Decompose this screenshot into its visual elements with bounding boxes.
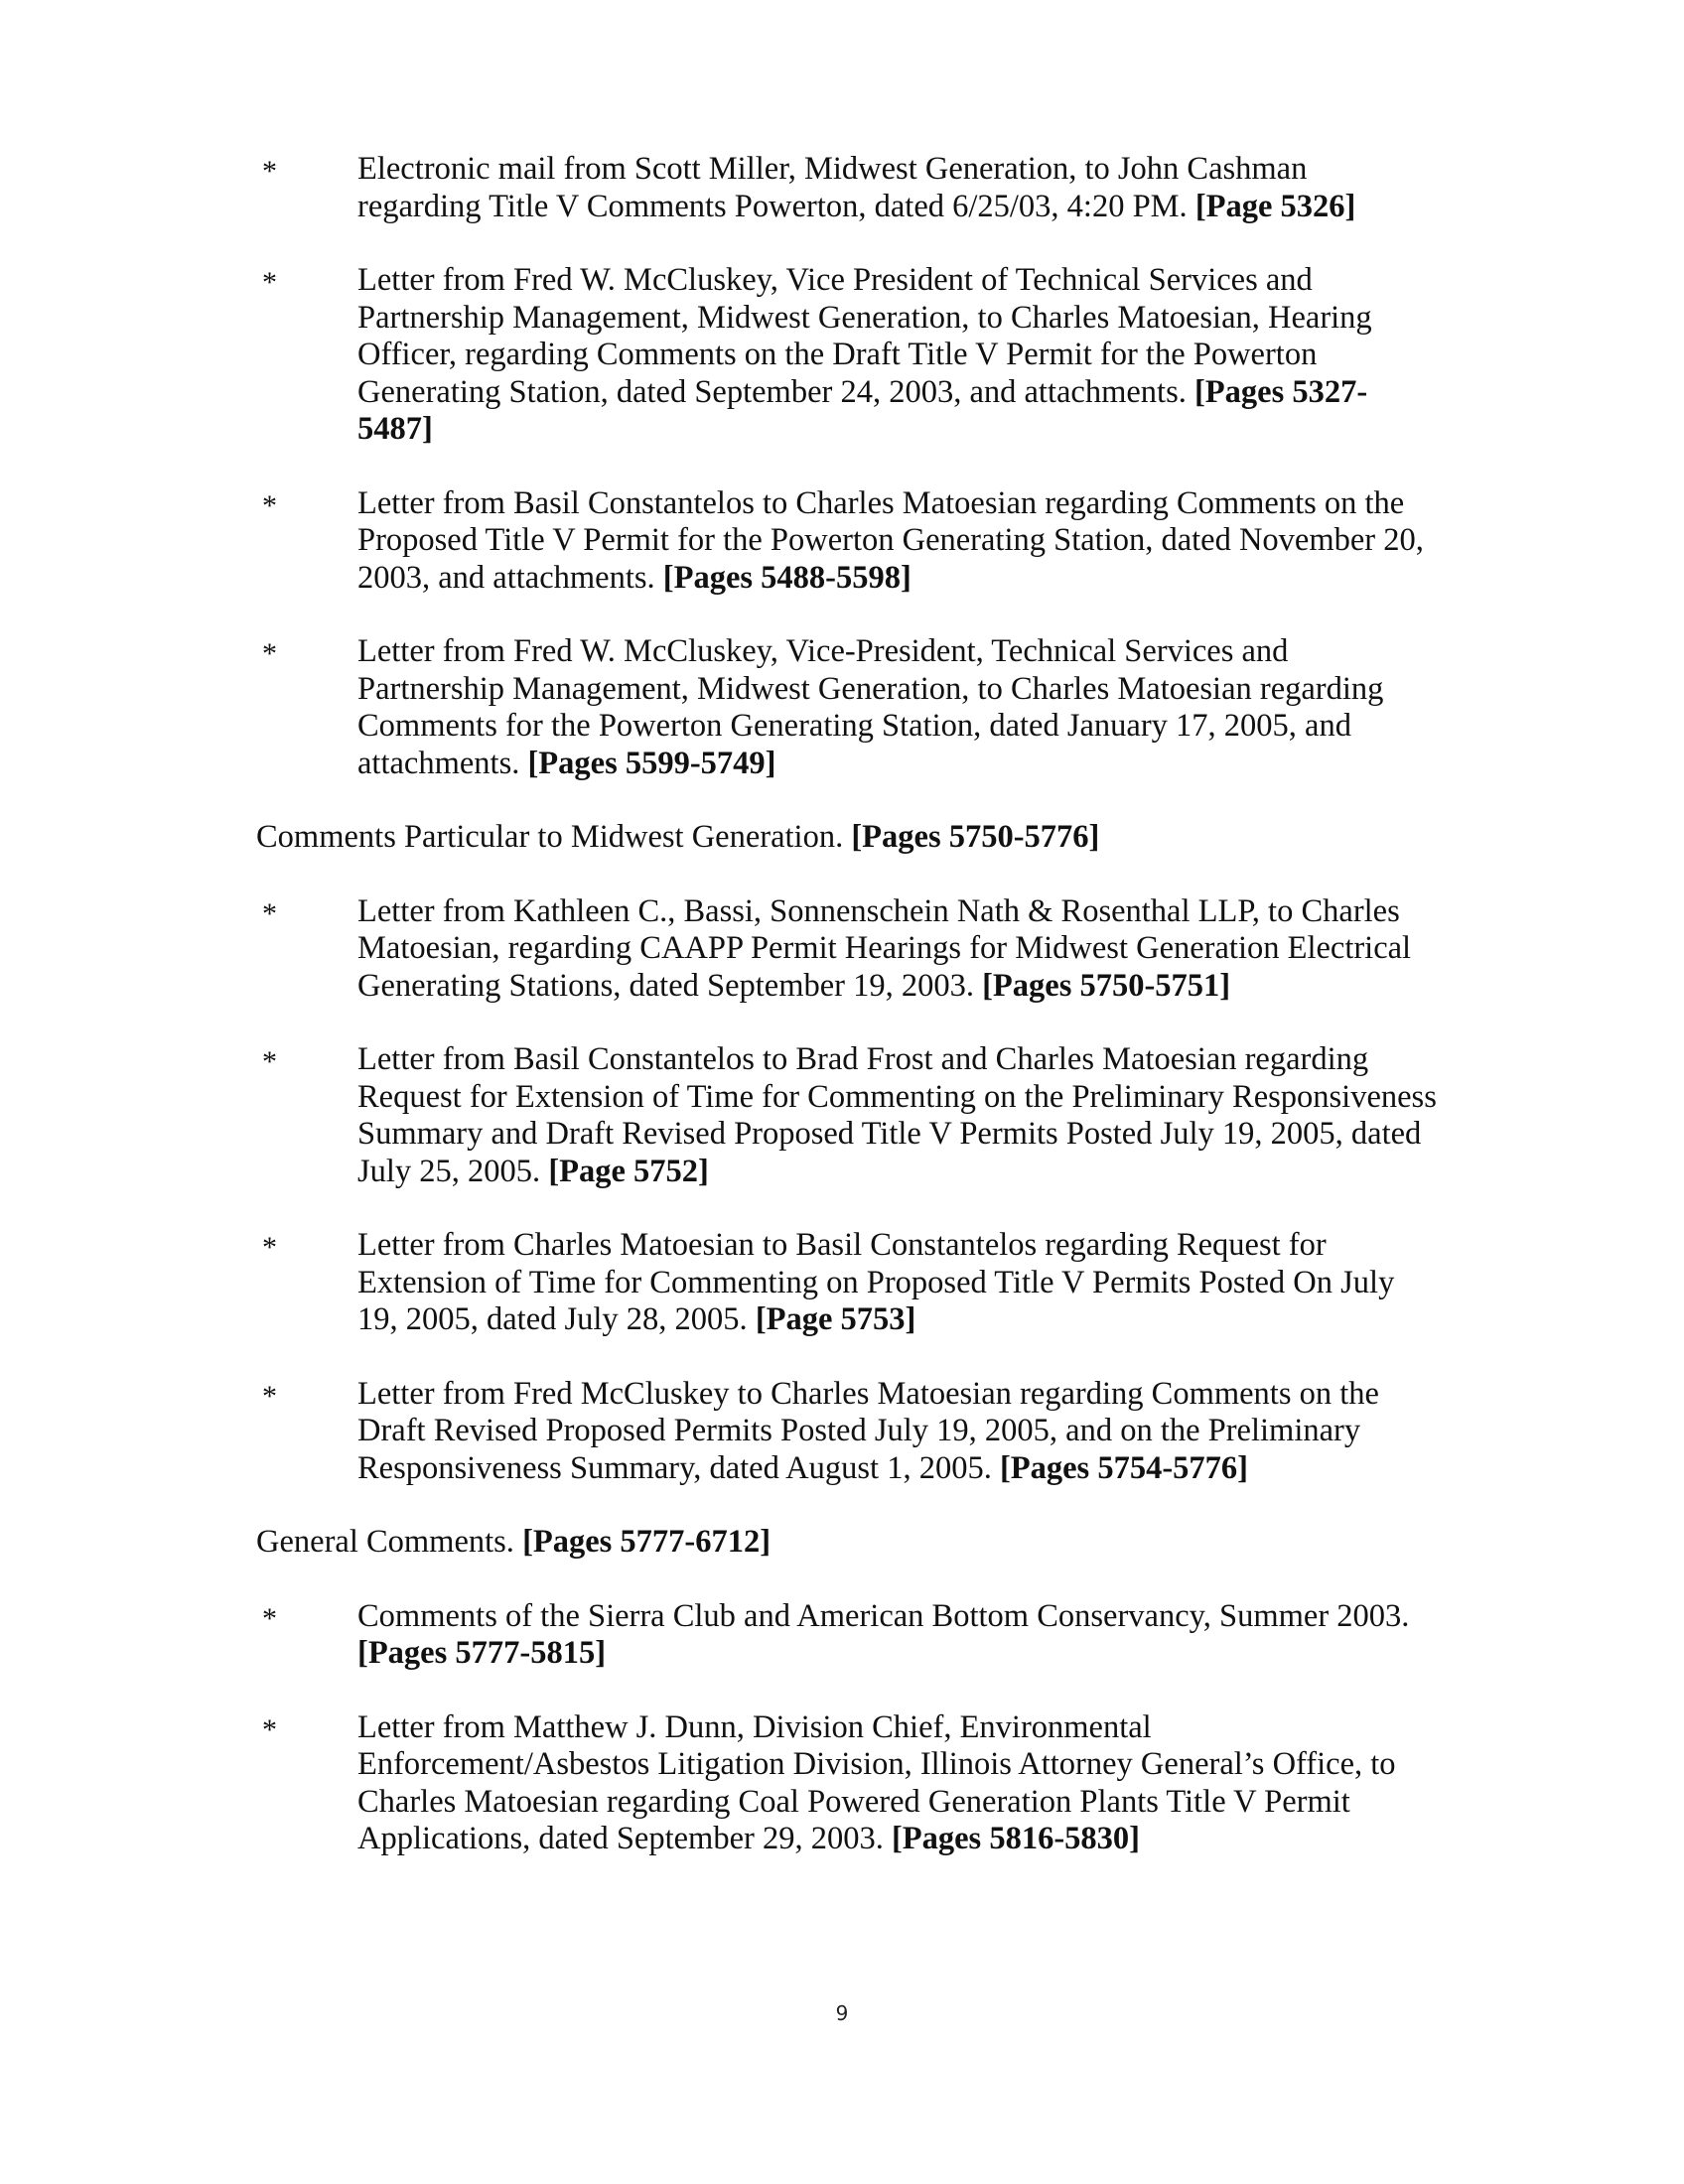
section-heading	[256, 1524, 1438, 1562]
page-reference: [Pages 5327-5487]	[357, 373, 1368, 447]
item-text: Letter from Charles Matoesian to Basil Constantelos regarding Request for Extension of Time for Commenting on Proposed Title V Permits Posted On July 19, 2005, dated July 28, 2005.	[357, 1227, 1395, 1337]
page-reference: [Pages 5750-5776]	[851, 819, 1100, 855]
asterisk-bullet: *	[262, 155, 277, 188]
list-item	[256, 1227, 1438, 1339]
item-text: Letter from Fred W. McCluskey, Vice-President, Technical Services and Partnership Management, Midwest Generation, to Charles Matoesian regarding Comments for the Powerton Generating Station, dated January 17, 2005, and attachments.	[357, 633, 1384, 781]
list-item	[256, 633, 1438, 782]
page-number: 9	[835, 2001, 849, 2025]
asterisk-bullet: *	[262, 1231, 277, 1264]
list-item	[256, 1041, 1438, 1190]
item-text: Letter from Fred W. McCluskey, Vice President of Technical Services and Partnership Management, Midwest Generation, to Charles Matoesian, Hearing Officer, regarding Comments on the Draft Title V Permit for the Powerton Generating Station, dated September 24, 2003, and attachments.	[357, 262, 1372, 410]
asterisk-bullet: *	[262, 896, 277, 930]
list-item	[256, 485, 1438, 598]
page-reference: [Pages 5816-5830]	[891, 1821, 1140, 1856]
asterisk-bullet: *	[262, 1379, 277, 1413]
item-text: Letter from Matthew J. Dunn, Division Chief, Environmental Enforcement/Asbestos Litigation Division, Illinois Attorney General’s Office, to Charles Matoesian regarding Coal Powered Generation Plants Title V Permit Applications, dated September 29, 2003.	[357, 1708, 1396, 1856]
item-text: Letter from Basil Constantelos to Charles Matoesian regarding Comments on the Proposed Title V Permit for the Powerton Generating Station, dated November 20, 2003, and attachments.	[357, 484, 1424, 596]
page-reference: [Page 5753]	[755, 1301, 916, 1337]
list-item	[256, 262, 1438, 449]
page-reference: [Pages 5754-5776]	[999, 1449, 1248, 1486]
asterisk-bullet: *	[262, 1045, 277, 1078]
document-body	[256, 151, 1438, 1895]
item-text: Letter from Basil Constantelos to Brad Frost and Charles Matoesian regarding Request for Extension of Time for Commenting on the Preliminary Responsiveness Summary and Draft Revised Proposed Title V Permits Posted July 19, 2005, dated July 25, 2005.	[357, 1041, 1437, 1189]
list-item	[256, 1376, 1438, 1488]
section-heading	[256, 819, 1438, 857]
list-item	[256, 1598, 1438, 1673]
page-reference: [Pages 5777-6712]	[522, 1524, 772, 1560]
section-heading-text: Comments Particular to Midwest Generation.	[256, 819, 844, 855]
asterisk-bullet: *	[262, 1601, 277, 1635]
list-item	[256, 893, 1438, 1006]
section-heading-text: General Comments.	[256, 1524, 514, 1560]
asterisk-bullet: *	[262, 266, 277, 299]
list-item	[256, 151, 1438, 225]
page-reference: [Pages 5599-5749]	[527, 745, 776, 781]
page-reference: [Pages 5777-5815]	[357, 1635, 607, 1671]
item-text: Electronic mail from Scott Miller, Midwest Generation, to John Cashman regarding Title V Comments Powerton, dated 6/25/03, 4:20 PM.	[357, 151, 1308, 224]
page-reference: [Pages 5488-5598]	[662, 559, 912, 596]
page-reference: [Pages 5750-5751]	[982, 967, 1231, 1004]
page-reference: [Page 5326]	[1194, 188, 1356, 224]
list-item	[256, 1709, 1438, 1858]
asterisk-bullet: *	[262, 637, 277, 670]
page-reference: [Page 5752]	[548, 1153, 709, 1189]
asterisk-bullet: *	[262, 1712, 277, 1746]
item-text: Letter from Kathleen C., Bassi, Sonnenschein Nath & Rosenthal LLP, to Charles Matoesian, regarding CAAPP Permit Hearings for Midwest Generation Electrical Generating Stations, dated September 19, 2003.	[357, 892, 1412, 1004]
asterisk-bullet: *	[262, 488, 277, 522]
item-text: Comments of the Sierra Club and American Bottom Conservancy, Summer 2003.	[357, 1597, 1410, 1634]
item-text: Letter from Fred McCluskey to Charles Matoesian regarding Comments on the Draft Revised Proposed Permits Posted July 19, 2005, and on the Preliminary Responsiveness Summary, dated August 1, 2005.	[357, 1375, 1379, 1486]
